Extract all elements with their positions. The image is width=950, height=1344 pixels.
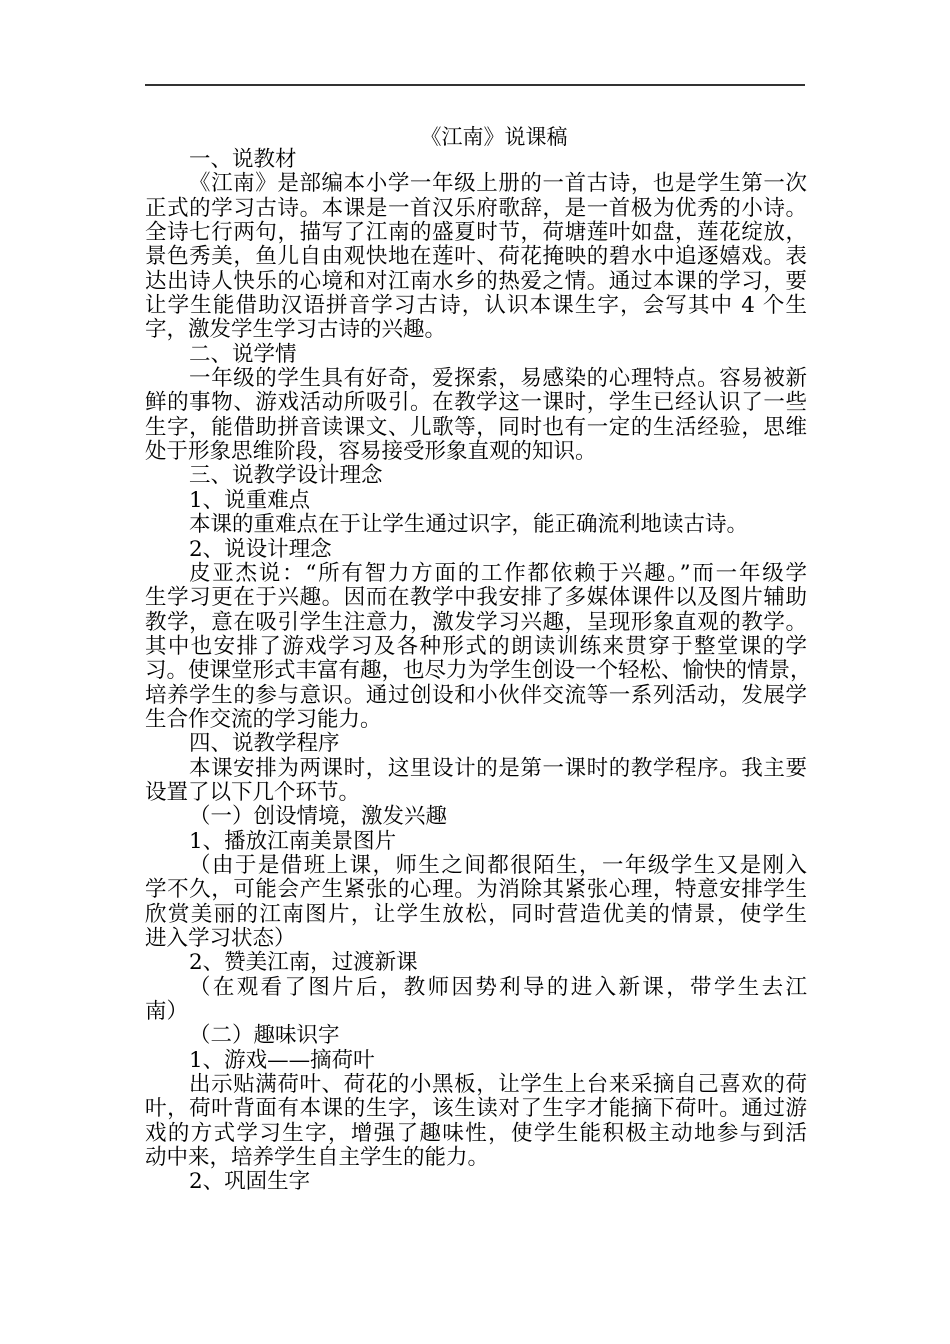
heading-line	[145, 148, 807, 172]
text-line: 三、说教学设计理念	[189, 463, 383, 489]
heading-line	[145, 1170, 807, 1194]
heading-line	[145, 1024, 807, 1048]
heading-line	[145, 343, 807, 367]
document-title: 《江南》说课稿	[420, 125, 568, 149]
text-line: 设置了以下几个环节。	[145, 779, 361, 805]
paragraph	[145, 1073, 807, 1170]
text-line: 字，激发学生学习古诗的兴趣。	[145, 317, 447, 343]
paragraph	[145, 757, 807, 806]
text-line: 戏的方式学习生字，增强了趣味性，使学生能积极主动地参与到活	[145, 1120, 807, 1146]
text-line: 1、游戏——摘荷叶	[189, 1047, 375, 1073]
text-line: 学不久，可能会产生紧张的心理。为消除其紧张心理，特意安排学生	[145, 877, 807, 903]
text-line: 一年级的学生具有好奇，爱探索，易感染的心理特点。容易被新	[189, 366, 807, 392]
paragraph	[145, 976, 807, 1025]
text-line: 达出诗人快乐的心境和对江南水乡的热爱之情。通过本课的学习，要	[145, 268, 807, 294]
text-line: 景色秀美，鱼儿自由观快地在莲叶、荷花掩映的碧水中追逐嬉戏。表	[145, 244, 807, 270]
document-body	[145, 147, 812, 1195]
text-line: 《江南》是部编本小学一年级上册的一首古诗，也是学生第一次	[189, 171, 807, 197]
text-line: 动中来，培养学生自主学生的能力。	[145, 1145, 490, 1171]
text-line: 鲜的事物、游戏活动所吸引。在教学这一课时，学生已经认识了一些	[145, 390, 807, 416]
text-line: 二、说学情	[189, 341, 297, 367]
heading-line	[145, 538, 807, 562]
text-line: 其中也安排了游戏学习及各种形式的朗读训练来贯穿于整堂课的学	[145, 633, 807, 659]
text-line: 叶，荷叶背面有本课的生字，该生读对了生字才能摘下荷叶。通过游	[145, 1096, 807, 1122]
header-rule	[145, 84, 805, 86]
paragraph	[145, 367, 807, 464]
text-line: 处于形象思维阶段，容易接受形象直观的知识。	[145, 439, 597, 465]
text-line: 2、说设计理念	[189, 536, 332, 562]
text-line: 四、说教学程序	[189, 731, 340, 757]
heading-line	[145, 1049, 807, 1073]
text-line: 2、巩固生字	[189, 1169, 311, 1195]
text-line: （由于是借班上课，师生之间都很陌生，一年级学生又是刚入	[189, 852, 807, 878]
text-line: 出示贴满荷叶、荷花的小黑板，让学生上台来采摘自己喜欢的荷	[189, 1072, 807, 1098]
text-line: 培养学生的参与意识。通过创设和小伙伴交流等一系列活动，发展学	[145, 682, 807, 708]
text-line: 皮亚杰说：“所有智力方面的工作都依赖于兴趣。”而一年级学	[189, 560, 807, 586]
text-line: 教学，意在吸引学生注意力，激发学习兴趣，呈现形象直观的教学。	[145, 609, 807, 635]
text-line: （在观看了图片后，教师因势利导的进入新课，带学生去江	[189, 974, 807, 1000]
text-line: （二）趣味识字	[189, 1023, 340, 1049]
text-line: 一、说教材	[189, 147, 297, 172]
text-line: 南）	[145, 999, 189, 1025]
heading-line	[145, 732, 807, 756]
text-line: 欣赏美丽的江南图片，让学生放松，同时营造优美的情景，使学生	[145, 901, 807, 927]
heading-line	[145, 830, 807, 854]
text-line: 进入学习状态）	[145, 926, 296, 951]
text-line: 本课的重难点在于让学生通过识字，能正确流利地读古诗。	[189, 512, 749, 538]
text-line: 本课安排为两课时，这里设计的是第一课时的教学程序。我主要	[189, 755, 807, 781]
text-line: 1、播放江南美景图片	[189, 828, 397, 854]
paragraph	[145, 560, 812, 732]
heading-line	[145, 464, 807, 488]
text-line: 生合作交流的学习能力。	[145, 706, 382, 732]
text-line: 生字，能借助拼音读课文、儿歌等，同时也有一定的生活经验，思维	[145, 414, 807, 440]
paragraph	[145, 172, 807, 342]
text-line: 让学生能借助汉语拼音学习古诗，认识本课生字，会写其中 4 个生	[145, 293, 807, 319]
text-line: 生学习更在于兴趣。因而在教学中我安排了多媒体课件以及图片辅助	[145, 585, 807, 611]
text-line: 2、赞美江南，过渡新课	[189, 950, 418, 976]
text-line: （一）创设情境，激发兴趣	[189, 804, 448, 830]
text-line: 正式的学习古诗。本课是一首汉乐府歌辞，是一首极为优秀的小诗。	[145, 195, 807, 221]
text-line: 1、说重难点	[189, 487, 311, 513]
heading-line	[145, 513, 807, 537]
paragraph	[145, 854, 807, 951]
text-line: 全诗七行两句，描写了江南的盛夏时节，荷塘莲叶如盘，莲花绽放，	[145, 220, 807, 246]
text-line: 习。使课堂形式丰富有趣，也尽力为学生创设一个轻松、愉快的情景，	[145, 658, 812, 684]
heading-line	[145, 805, 807, 829]
heading-line	[145, 951, 807, 975]
heading-line	[145, 489, 807, 513]
